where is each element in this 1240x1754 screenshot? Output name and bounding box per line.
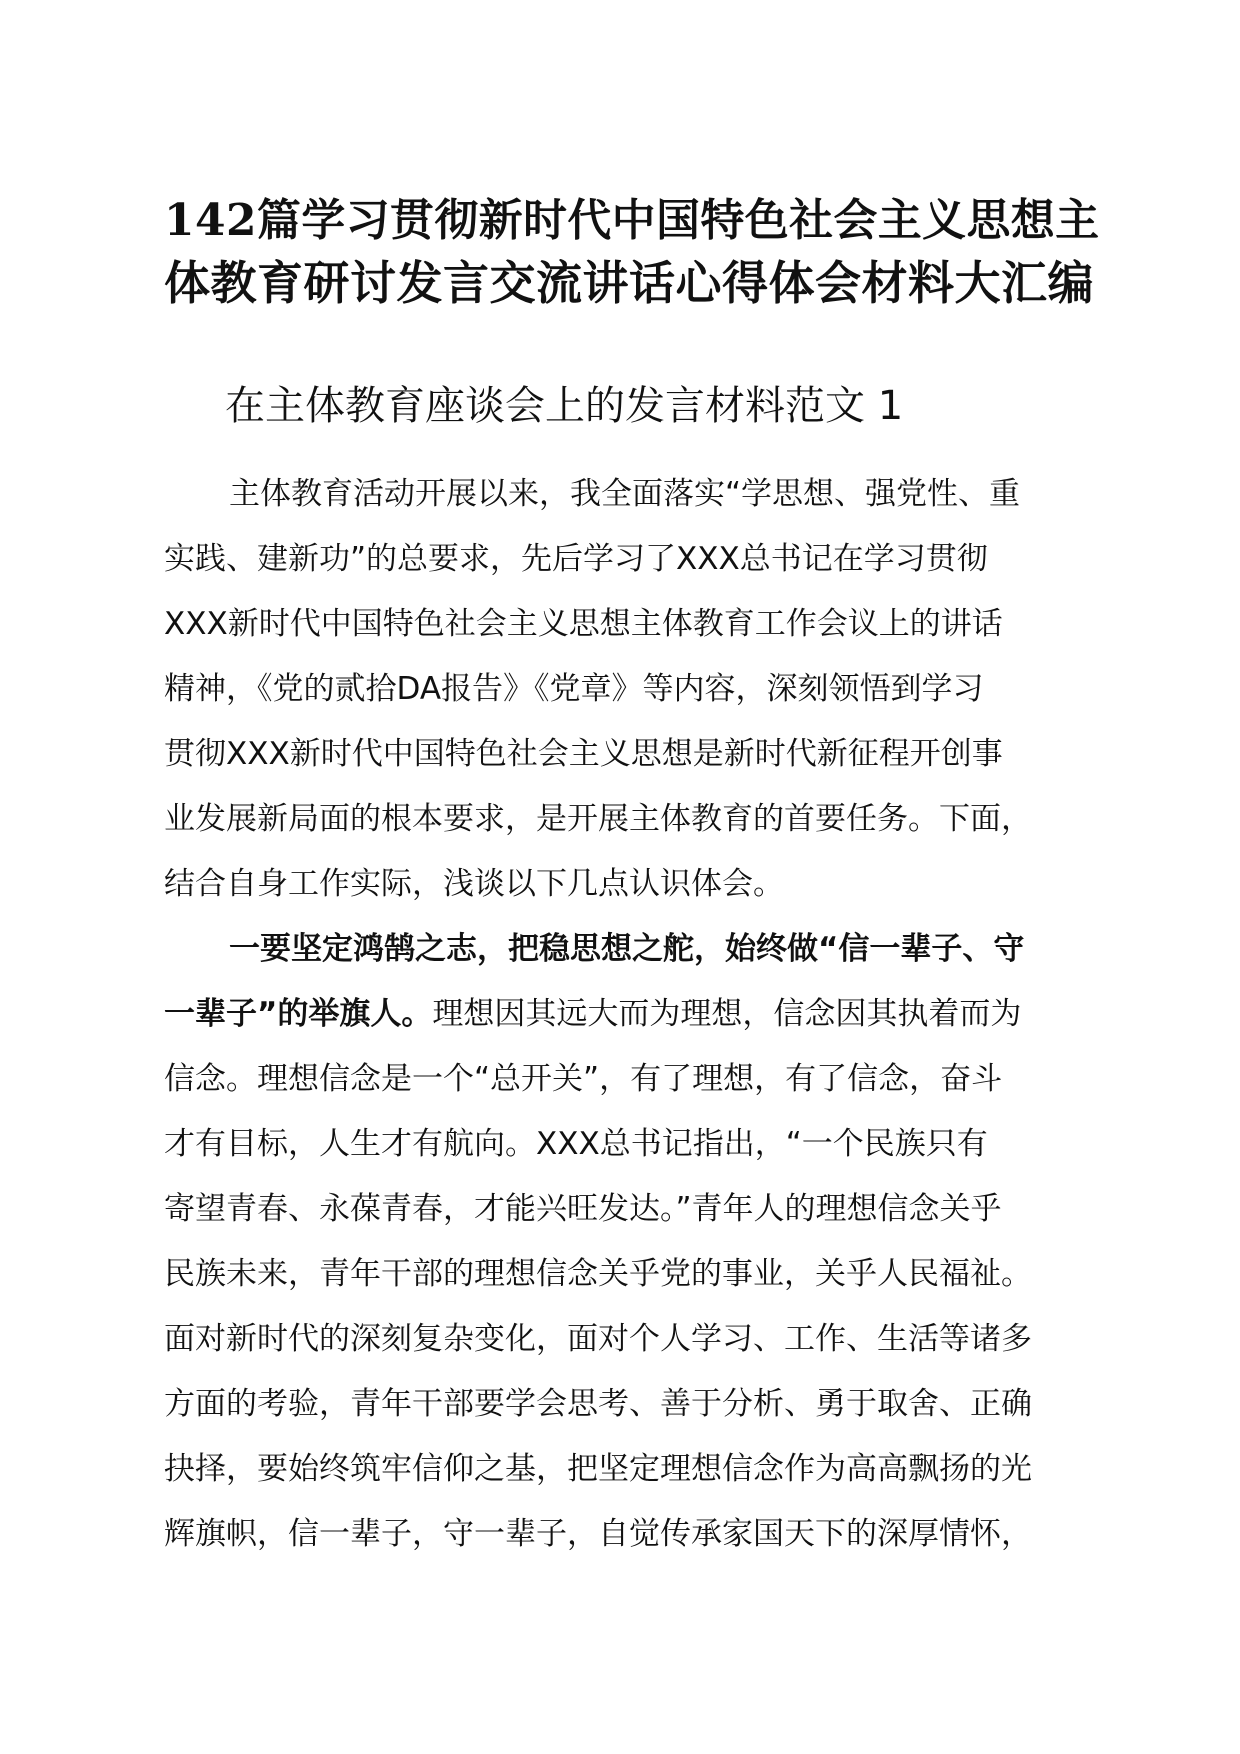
- paragraph-point-one: [164, 917, 1104, 1567]
- paragraph-line: 信念。理想信念是一个“总开关”，有了理想，有了信念，奋斗: [164, 1061, 1003, 1097]
- paragraph-line: 民族未来，青年干部的理想信念关乎党的事业，关乎人民福祉。: [164, 1256, 1032, 1292]
- paragraph-line: XXX新时代中国特色社会主义思想主体教育工作会议上的讲话: [164, 606, 1003, 642]
- paragraph-line: 方面的考验，青年干部要学会思考、善于分析、勇于取舍、正确: [164, 1386, 1032, 1422]
- document-subtitle: 在主体教育座谈会上的发言材料范文 1: [225, 383, 904, 429]
- paragraph-line: 实践、建新功”的总要求，先后学习了XXX总书记在学习贯彻: [164, 541, 988, 577]
- paragraph-line: [164, 982, 1104, 1047]
- document-body: [164, 462, 1104, 1567]
- paragraph-line: 业发展新局面的根本要求，是开展主体教育的首要任务。下面，: [164, 801, 1032, 837]
- paragraph-line: 主体教育活动开展以来，我全面落实“学思想、强党性、重: [229, 476, 1021, 512]
- title-line-2: 体教育研讨发言交流讲话心得体会材料大汇编: [164, 256, 1094, 310]
- paragraph-line: 结合自身工作实际，浅谈以下几点认识体会。: [164, 866, 784, 902]
- paragraph-line: 抉择，要始终筑牢信仰之基，把坚定理想信念作为高高飘扬的光: [164, 1451, 1032, 1487]
- title-line-1: 142篇学习贯彻新时代中国特色社会主义思想主: [164, 195, 1100, 246]
- paragraph-text: 理想因其远大而为理想，信念因其执着而为: [432, 996, 1022, 1032]
- section-heading-end: 一辈子”的举旗人。: [164, 996, 433, 1032]
- paragraph-intro: [164, 462, 1104, 917]
- paragraph-line: 寄望青春、永葆青春，才能兴旺发达。”青年人的理想信念关乎: [164, 1191, 1002, 1227]
- section-heading-line: 一要坚定鸿鹄之志，把稳思想之舵，始终做“信一辈子、守: [229, 931, 1025, 967]
- paragraph-line: 精神，《党的贰拾DA报告》《党章》等内容，深刻领悟到学习: [164, 671, 984, 707]
- document-title: [164, 190, 1104, 314]
- paragraph-line: 才有目标，人生才有航向。XXX总书记指出，“一个民族只有: [164, 1126, 988, 1162]
- paragraph-line: 面对新时代的深刻复杂变化，面对个人学习、工作、生活等诸多: [164, 1321, 1032, 1357]
- paragraph-line: 辉旗帜，信一辈子，守一辈子，自觉传承家国天下的深厚情怀，: [164, 1516, 1032, 1552]
- paragraph-line: 贯彻XXX新时代中国特色社会主义思想是新时代新征程开创事: [164, 736, 1003, 772]
